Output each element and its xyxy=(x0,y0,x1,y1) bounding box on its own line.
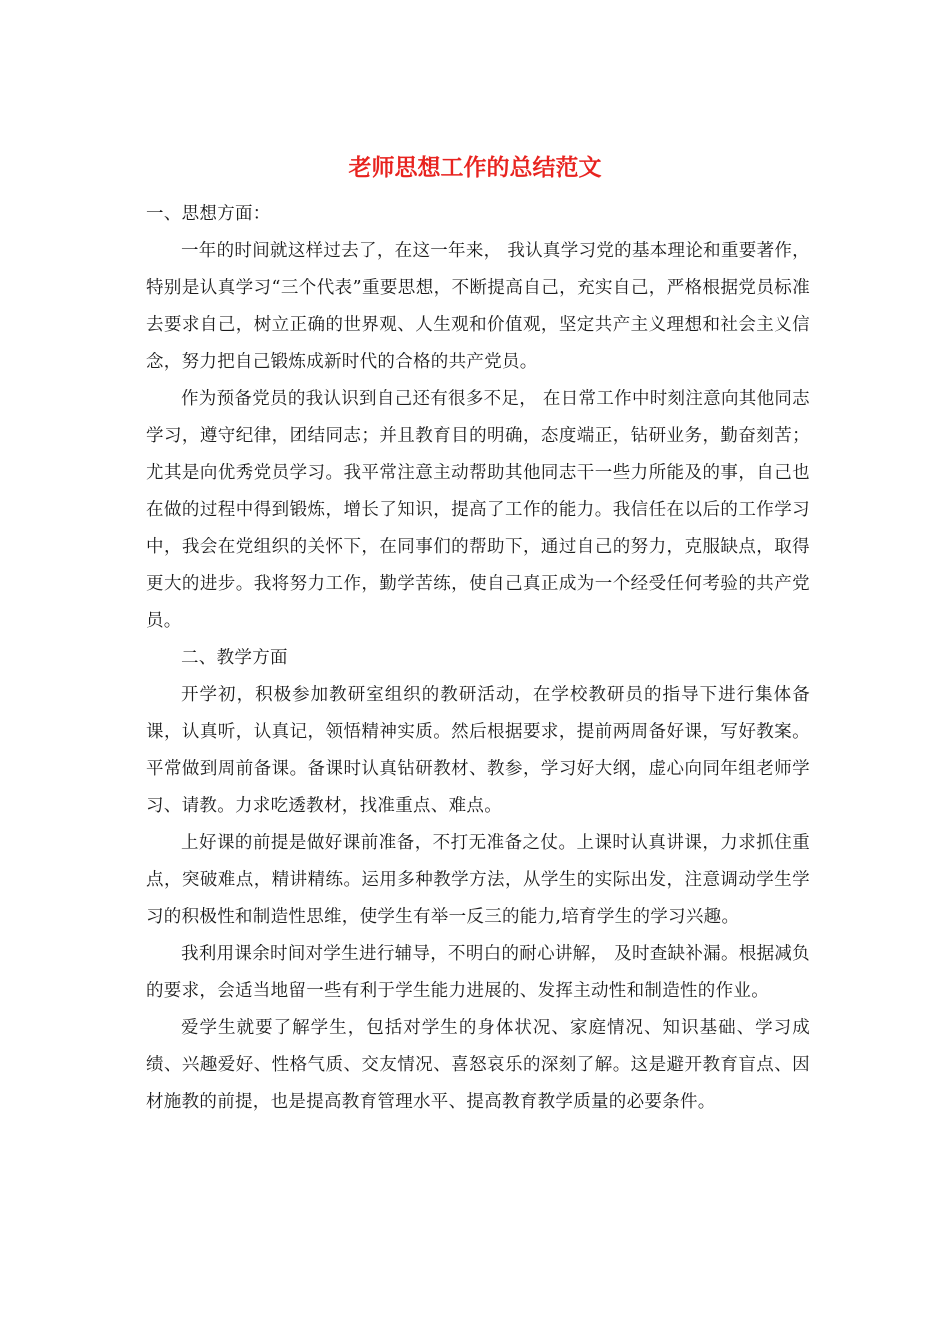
paragraph: 爱学生就要了解学生，包括对学生的身体状况、家庭情况、知识基础、学习成绩、兴趣爱好、性格气质、交友情况、喜怒哀乐的深刻了解。这是避开教育盲点、因材施教的前提，也是提高教育管理水平、提高教育教学质量的必要条件。 xyxy=(146,1018,810,1112)
paragraph: 作为预备党员的我认识到自己还有很多不足， 在日常工作中时刻注意向其他同志学习，遵守纪律，团结同志；并且教育目的明确，态度端正，钻研业务，勤奋刻苦；尤其是向优秀党员学习。我平常注意主动帮助其他同志干一些力所能及的事，自己也在做的过程中得到锻炼，增长了知识，提高了工作的能力。我信任在以后的工作学习中，我会在党组织的关怀下，在同事们的帮助下，通过自己的努力，克服缺点，取得更大的进步。我将努力工作，勤学苦练，使自己真正成为一个经受任何考验的共产党员。 xyxy=(146,389,810,631)
paragraph: 一年的时间就这样过去了，在这一年来， 我认真学习党的基本理论和重要著作，特别是认真学习“三个代表”重要思想，不断提高自己，充实自己，严格根据党员标准去要求自己，树立正确的世界观、人生观和价值观，坚定共产主义理想和社会主义信念，努力把自己锻炼成新时代的合格的共产党员。 xyxy=(146,241,810,372)
paragraph: 上好课的前提是做好课前准备，不打无准备之仗。上课时认真讲课，力求抓住重点，突破难点，精讲精练。运用多种教学方法，从学生的实际出发，注意调动学生学习的积极性和制造性思维，使学生有举一反三的能力,培育学生的学习兴趣。 xyxy=(146,833,810,927)
section-heading-teaching: 二、教学方面 xyxy=(181,648,288,668)
paragraph: 开学初，积极参加教研室组织的教研活动，在学校教研员的指导下进行集体备课，认真听，认真记，领悟精神实质。然后根据要求，提前两周备好课，写好教案。平常做到周前备课。备课时认真钻研教材、教参，学习好大纲，虚心向同年组老师学习、请教。力求吃透教材，找准重点、难点。 xyxy=(146,685,810,816)
paragraph: 我利用课余时间对学生进行辅导，不明白的耐心讲解， 及时查缺补漏。根据减负的要求，会适当地留一些有利于学生能力进展的、发挥主动性和制造性的作业。 xyxy=(146,944,810,1001)
section-heading-thought: 一、思想方面： xyxy=(146,204,271,224)
document-body xyxy=(146,196,810,1121)
document-title: 老师思想工作的总结范文 xyxy=(348,154,602,181)
